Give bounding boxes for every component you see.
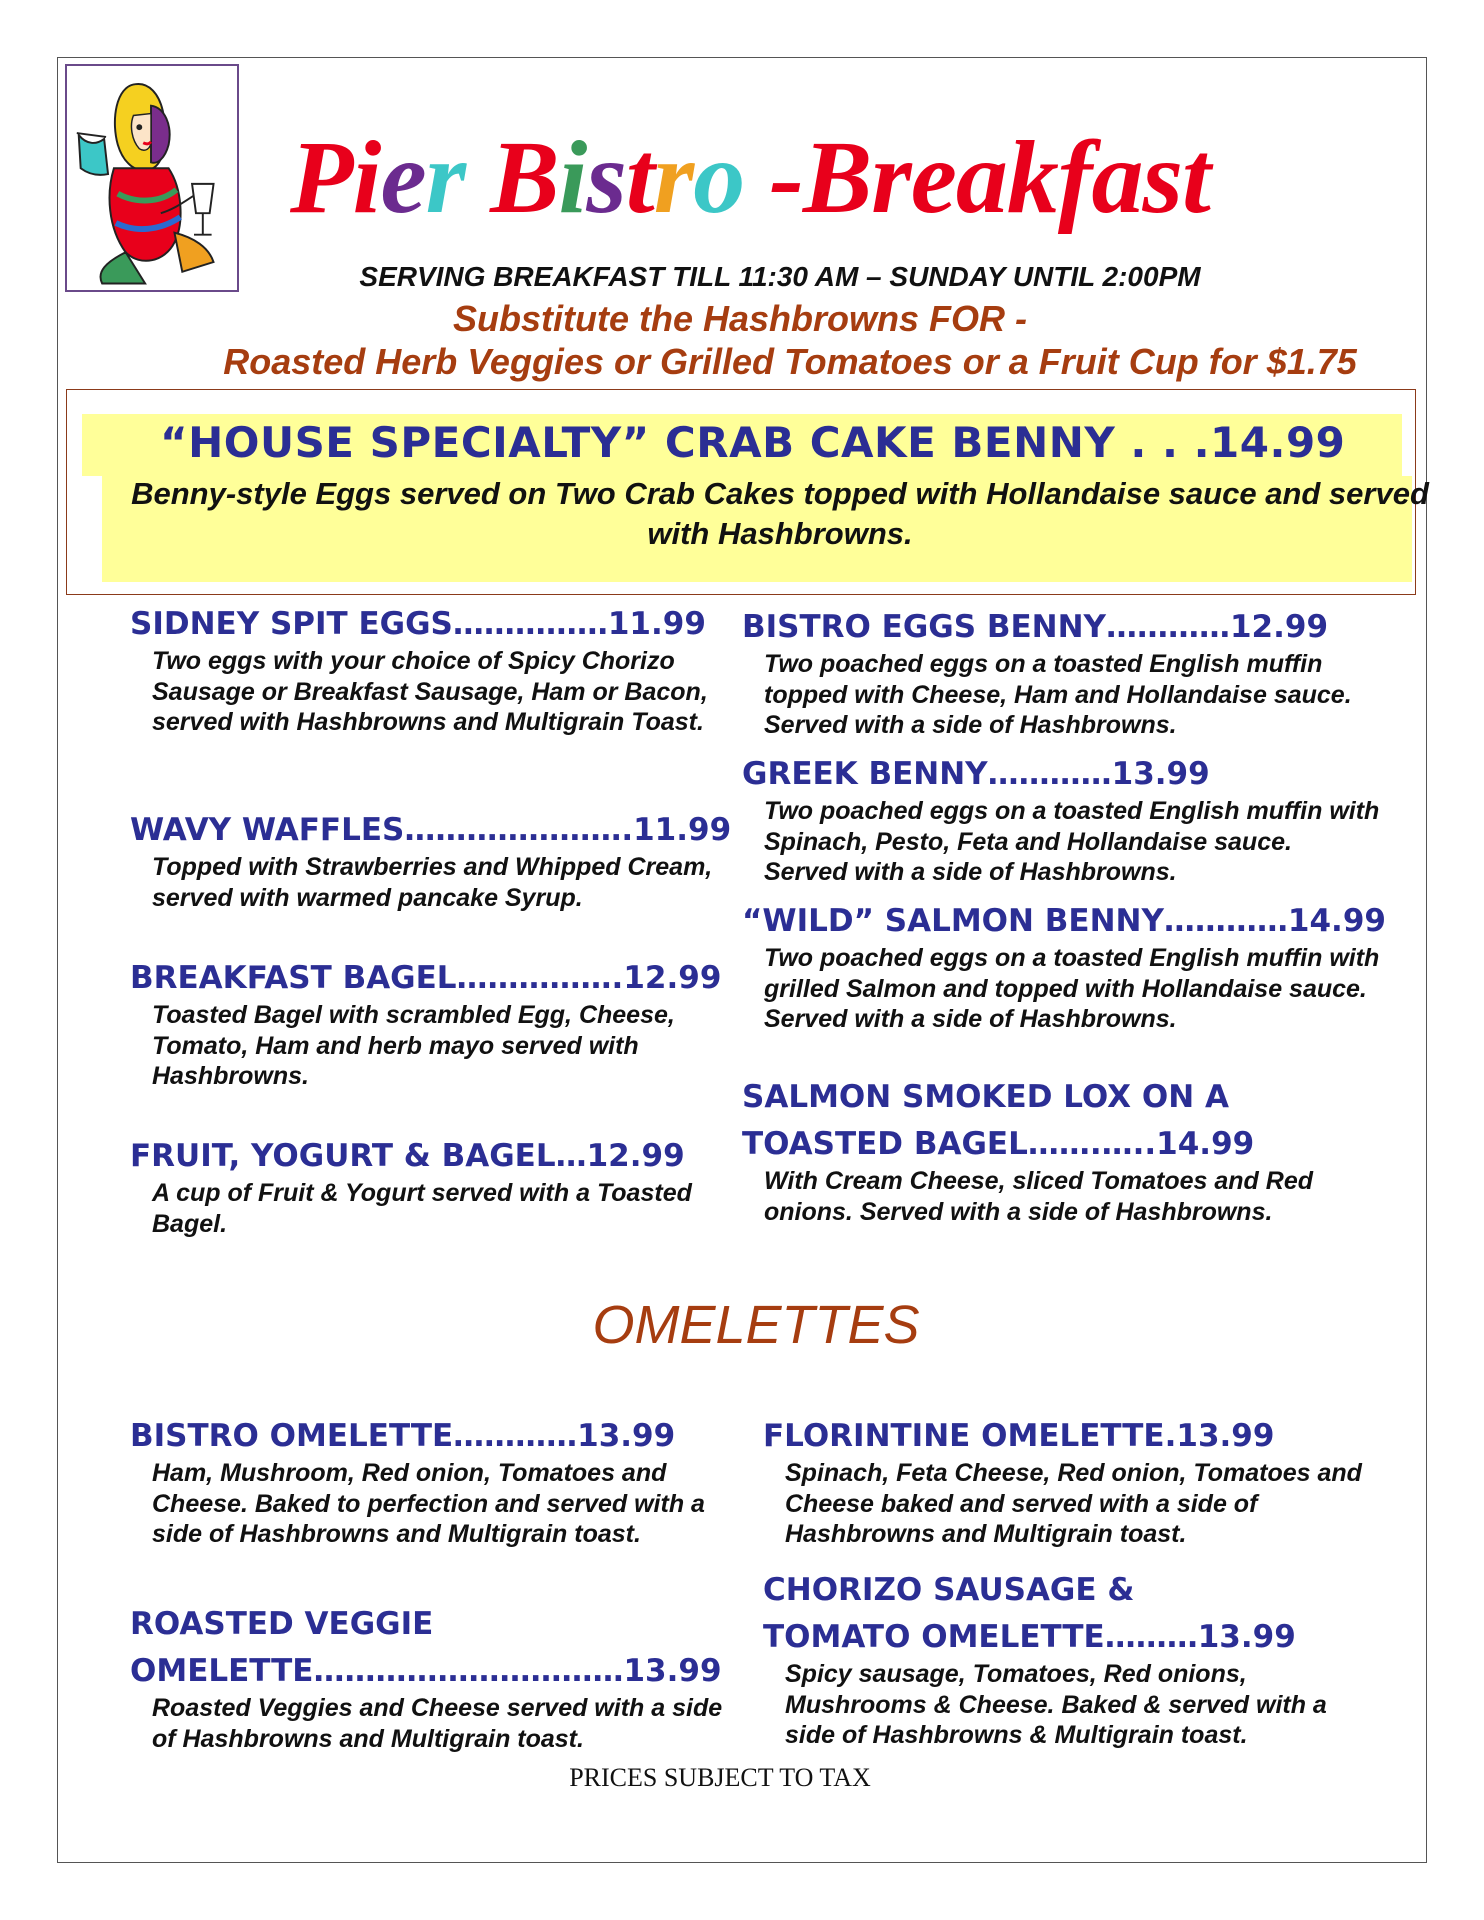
title-letter: o [693, 120, 745, 235]
menu-item-description: Two poached eggs on a toasted English muffin with grilled Salmon and topped with Hollandaise sauce. Served with a side of Hashbrowns. [764, 944, 1380, 1033]
house-specialty-description: Benny-style Eggs served on Two Crab Cakes topped with Hollandaise sauce and served with Hashbrowns. [131, 476, 1429, 551]
menu-item-name-line1: SALMON SMOKED LOX ON A [742, 1079, 1229, 1115]
title-letter: i [352, 120, 381, 235]
menu-item [130, 1601, 730, 1754]
omelettes-heading: OMELETTES [592, 1295, 920, 1355]
woman-with-pitcher-icon [67, 66, 237, 290]
title-letter: e [380, 120, 426, 235]
serving-hours: SERVING BREAKFAST TILL 11:30 AM – SUNDAY UNTIL 2:00PM [359, 261, 1201, 292]
menu-item [742, 604, 1382, 741]
title-letter: i [558, 120, 587, 235]
title-letter: r [425, 120, 466, 235]
menu-item [742, 898, 1386, 1035]
menu-item-description: Two poached eggs on a toasted English muffin with Spinach, Pesto, Feta and Hollandaise sauce. Served with a side of Hashbrowns. [764, 797, 1380, 886]
title-letter: P [290, 120, 353, 235]
house-specialty-title: “HOUSE SPECIALTY” CRAB CAKE BENNY . . .14.99 [160, 418, 1346, 467]
menu-item-description: Roasted Veggies and Cheese served with a side of Hashbrowns and Multigrain toast. [152, 1694, 723, 1753]
tax-notice: PRICES SUBJECT TO TAX [569, 1763, 871, 1792]
menu-item-description: Two eggs with your choice of Spicy Chorizo Sausage or Breakfast Sausage, Ham or Bacon, served with Hashbrowns and Multigrain Toast. [152, 647, 708, 736]
menu-item-description: A cup of Fruit & Yogurt served with a Toasted Bagel. [152, 1179, 692, 1238]
menu-item [130, 1413, 730, 1550]
menu-item-description: Spinach, Feta Cheese, Red onion, Tomatoes and Cheese baked and served with a side of Hashbrowns and Multigrain toast. [785, 1459, 1362, 1548]
menu-item [130, 955, 730, 1092]
menu-item-name: OMELETTE…………………………13.99 [130, 1653, 722, 1689]
title-letter: t [625, 120, 654, 235]
menu-item-name: GREEK BENNY…………13.99 [742, 756, 1210, 792]
substitute-note-line1: Substitute the Hashbrowns FOR - [452, 298, 1027, 339]
menu-item-description: Topped with Strawberries and Whipped Cream, served with warmed pancake Syrup. [152, 853, 713, 912]
menu-item-name: “WILD” SALMON BENNY…………14.99 [742, 903, 1386, 939]
menu-item-name: WAVY WAFFLES………………….11.99 [130, 812, 732, 848]
menu-item [742, 1074, 1382, 1227]
title-letter [465, 120, 490, 235]
menu-item [130, 807, 730, 913]
bistro-logo-illustration [65, 64, 239, 292]
menu-item-name: TOMATO OMELETTE………13.99 [763, 1619, 1296, 1655]
menu-item [763, 1413, 1383, 1550]
menu-item-name: BREAKFAST BAGEL…………….12.99 [130, 960, 722, 996]
menu-item [130, 1133, 730, 1239]
menu-item-description: Spicy sausage, Tomatoes, Red onions, Mushrooms & Cheese. Baked & served with a side of Hashbrowns & Multigrain toast. [785, 1660, 1327, 1749]
menu-item-name-line1: CHORIZO SAUSAGE & [763, 1572, 1135, 1608]
menu-item [763, 1567, 1383, 1751]
title-letter: s [586, 120, 626, 235]
restaurant-title [290, 120, 1390, 235]
menu-item-description: Two poached eggs on a toasted English muffin topped with Cheese, Ham and Hollandaise sauce. Served with a side of Hashbrowns. [764, 650, 1352, 739]
menu-item-name: FRUIT, YOGURT & BAGEL…12.99 [130, 1138, 685, 1174]
menu-item-description: Toasted Bagel with scrambled Egg, Cheese, Tomato, Ham and herb mayo served with Hashbrowns. [152, 1001, 675, 1090]
substitute-note-line2: Roasted Herb Veggies or Grilled Tomatoes or a Fruit Cup for $1.75 [223, 341, 1357, 382]
menu-item-name: BISTRO EGGS BENNY…………12.99 [742, 609, 1329, 645]
menu-item-name: TOASTED BAGEL…….…..14.99 [742, 1126, 1255, 1162]
menu-item-name: SIDNEY SPIT EGGS……………11.99 [130, 606, 706, 642]
menu-item-description: Ham, Mushroom, Red onion, Tomatoes and Cheese. Baked to perfection and served with a side of Hashbrowns and Multigrain toast. [152, 1459, 705, 1548]
menu-item-name: FLORINTINE OMELETTE.13.99 [763, 1418, 1275, 1454]
title-letter: B [490, 120, 559, 235]
menu-item [130, 601, 730, 738]
title-breakfast: -Breakfast [744, 120, 1210, 235]
title-letter: r [653, 120, 694, 235]
menu-item-name: BISTRO OMELETTE…………13.99 [130, 1418, 676, 1454]
menu-item-description: With Cream Cheese, sliced Tomatoes and Red onions. Served with a side of Hashbrowns. [764, 1167, 1313, 1226]
menu-item-name-line1: ROASTED VEGGIE [130, 1606, 434, 1642]
menu-item [742, 751, 1382, 888]
